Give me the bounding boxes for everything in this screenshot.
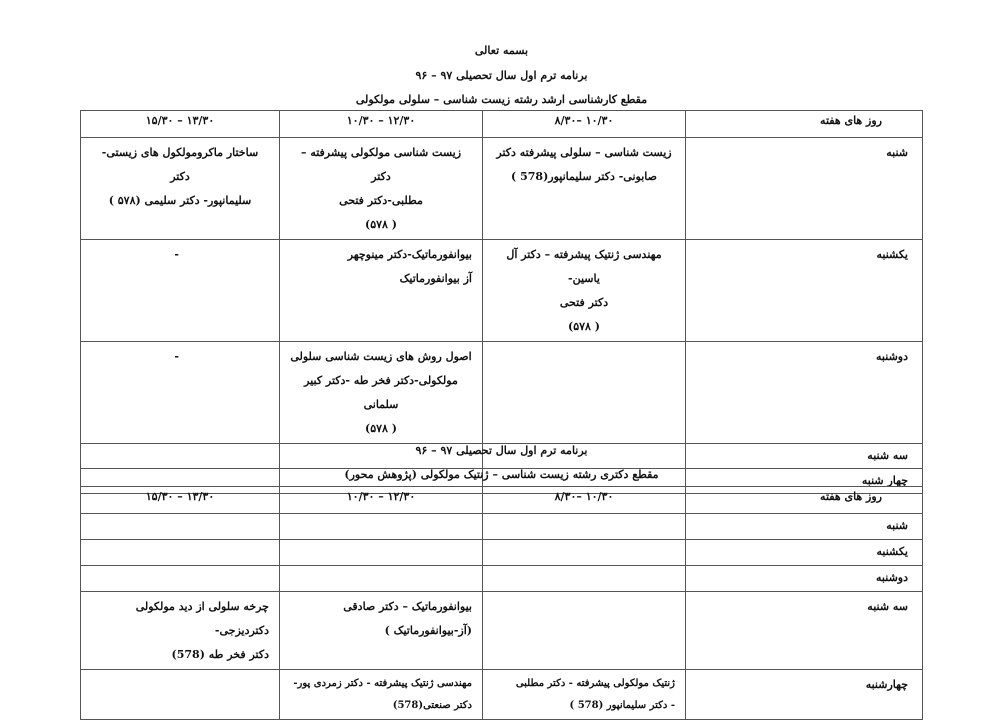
course-cell: - (174, 248, 179, 261)
table-row (81, 670, 923, 720)
table-header-row (81, 111, 923, 138)
header-slot-2: ۱۲/۳۰ – ۱۰/۳۰ (280, 111, 483, 138)
day-cell: یکشنبه (876, 248, 908, 261)
course-cell: مهندسی ژنتیک پیشرفته – دکتر آل یاسین- دکتر فتحی ( ۵۷۸) (506, 248, 662, 333)
day-cell: سه شنبه (867, 600, 908, 613)
table-row (81, 240, 923, 342)
course-cell: چرخه سلولی از دید مولکولی دکتردیزجی- دکتر فخر طه (578) (135, 600, 269, 661)
course-cell: زیست شناسی مولکولی پیشرفته – دکتر مطلبی-دکتر فتحی ( ۵۷۸) (300, 146, 462, 231)
doc-title-term: برنامه ترم اول سال تحصیلی ۹۷ – ۹۶ (415, 69, 588, 82)
course-cell: ساختار ماکرومولکول های زیستی- دکتر سلیمانپور- دکتر سلیمی (۵۷۸ ) (101, 146, 259, 207)
table-row (81, 592, 923, 670)
course-cell: اصول روش های زیست شناسی سلولی مولکولی-دکتر فخر طه -دکتر کبیر سلمانی ( ۵۷۸) (290, 350, 472, 435)
table-row (81, 342, 923, 444)
day-cell: چهار شنبه (861, 474, 908, 487)
day-cell: یکشنبه (876, 545, 908, 558)
masters-schedule-table (80, 110, 923, 494)
phd-schedule-table (80, 486, 923, 720)
course-cell: ژنتیک مولکولی پیشرفته - دکتر مطلبی - دکتر سلیمانپور (578 ) (515, 678, 675, 711)
table-row (81, 540, 923, 566)
course-cell: زیست شناسی – سلولی پیشرفته دکتر صابونی- دکتر سلیمانپور(578 ) (496, 146, 672, 183)
day-cell: دوشنبه (876, 350, 908, 363)
doc-title-basmala: بسمه تعالی (474, 44, 529, 57)
day-cell: شنبه (886, 519, 908, 532)
table-header-row (81, 487, 923, 514)
day-cell: دوشنبه (876, 571, 908, 584)
course-cell: مهندسی ژنتیک پیشرفته - دکتر زمردی پور- دکتر صنعتی(578) (293, 678, 472, 711)
course-cell: بیوانفورماتیک – دکتر صادقی (آز-بیوانفورماتیک ) (343, 600, 472, 637)
header-slot-3: ۱۳/۳۰ – ۱۵/۳۰ (81, 111, 280, 138)
doc-title-term-2: برنامه ترم اول سال تحصیلی ۹۷ – ۹۶ (415, 444, 588, 457)
course-cell: بیوانفورماتیک-دکتر مینوچهر آز بیوانفورماتیک (347, 248, 472, 285)
doc-title-masters: مقطع کارشناسی ارشد رشته زیست شناسی – سلولی مولکولی (355, 93, 648, 106)
course-cell: - (174, 350, 179, 363)
table-row (81, 566, 923, 592)
header-slot-3: ۱۳/۳۰ – ۱۵/۳۰ (81, 487, 280, 514)
header-slot-1: ۱۰/۳۰ –۸/۳۰ (483, 487, 686, 514)
header-day: روز های هفته (686, 487, 923, 514)
day-cell: شنبه (886, 146, 908, 159)
day-cell: چهارشنبه (865, 678, 908, 691)
day-cell: سه شنبه (867, 449, 908, 462)
header-slot-1: ۱۰/۳۰ –۸/۳۰ (483, 111, 686, 138)
header-day: روز های هفته (686, 111, 923, 138)
table-row (81, 138, 923, 240)
table-row (81, 514, 923, 540)
header-slot-2: ۱۲/۳۰ – ۱۰/۳۰ (280, 487, 483, 514)
doc-title-phd: مقطع دکتری رشته زیست شناسی – ژنتیک مولکولی (پژوهش محور) (344, 468, 659, 481)
